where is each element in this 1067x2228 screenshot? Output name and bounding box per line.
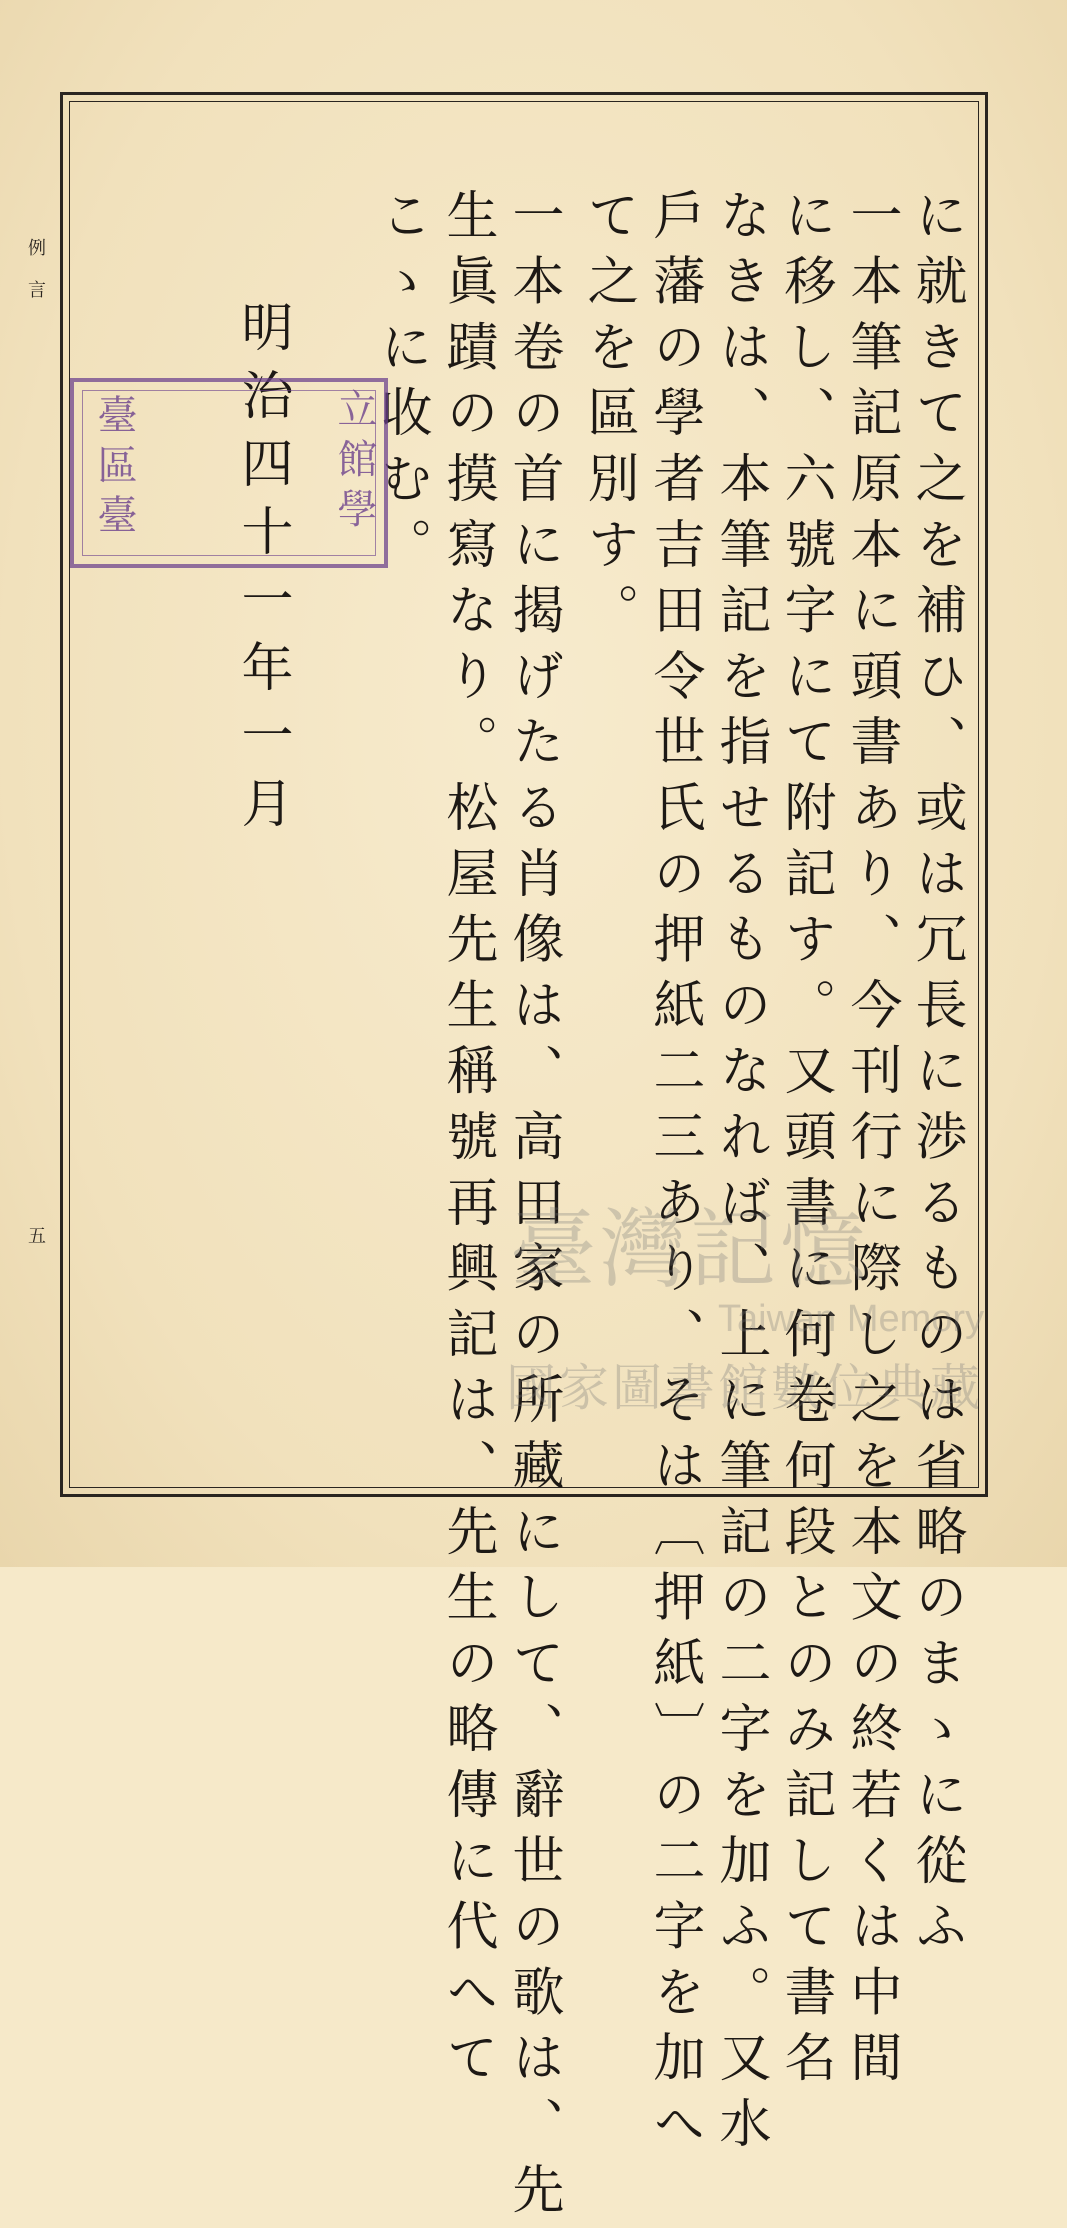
page-number: 五 [28,1226,46,1247]
text-column-8: 生眞蹟の摸寫なり。松屋先生稱號再興記は、先生の略傳に代へて [437,188,497,2097]
watermark-subtitle: 國家圖書館數位典藏 [506,1360,983,1416]
watermark-logo: 臺灣記憶 [510,1200,870,1300]
date-line: 明治四十一年一月 [232,300,292,844]
text-column-2: 一本筆記原本に頭書あり、今刊行に際し之を本文の終若くは中間 [841,188,901,2097]
text-column-7: 一本卷の首に揭げたる肖像は、高田家の所藏にして、辭世の歌は、先 [503,188,563,2228]
watermark-english: Taiwan Memory [718,1298,985,1340]
margin-label: 例言 [25,238,46,322]
library-stamp-text-1: 立 [331,388,377,438]
text-column-1: に就きて之を補ひ、或は冗長に渉るものは省略のまゝに從ふ [906,188,966,1965]
text-column-5: 戶藩の學者吉田令世氏の押紙二三あり、そは〔押紙〕の二字を加へ [644,188,704,2162]
library-stamp [70,378,388,568]
text-column-9: こゝに收む。 [371,188,431,583]
library-stamp-text-2: 臺區臺 [91,394,137,544]
text-column-4: なきは、本筆記を指せるものなれば、上に筆記の二字を加ふ。又水 [710,188,770,2162]
text-column-6: て之を區別す。 [578,188,638,649]
library-stamp-text-1b: 館學 [331,438,377,538]
text-column-3: に移し、六號字にて附記す。又頭書に何卷何段とのみ記して書名 [775,188,835,2097]
